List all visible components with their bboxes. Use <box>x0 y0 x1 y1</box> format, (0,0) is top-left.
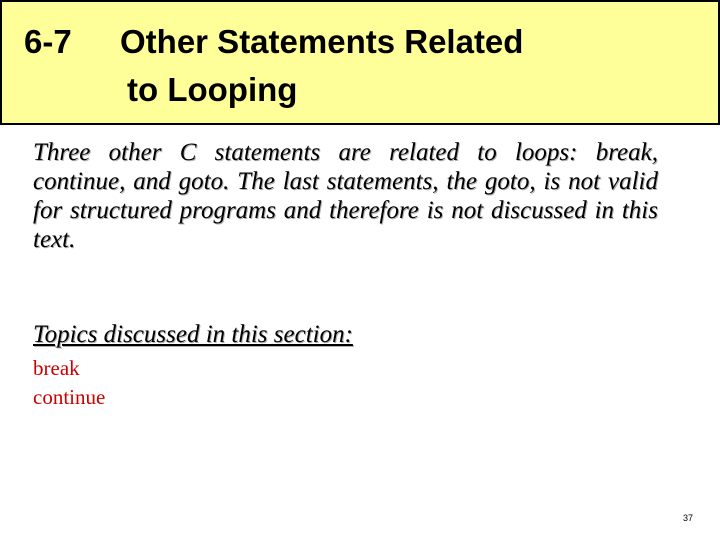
topic-item-break: break <box>33 356 80 380</box>
page-number: 37 <box>682 513 693 523</box>
topic-item-continue: continue <box>33 385 106 409</box>
slide-title-box <box>0 0 720 125</box>
topic-list <box>33 354 105 412</box>
section-number: 6-7 <box>24 23 72 60</box>
topics-heading: Topics discussed in this section: <box>33 321 353 348</box>
slide-title-line-2: to Looping <box>127 71 298 108</box>
slide-title-line-1: Other Statements Related <box>120 23 524 60</box>
body-paragraph: Three other C statements are related to loops: break, continue, and goto. The last statements, the goto, is not valid for structured programs and therefore is not discussed in this text. <box>33 139 658 253</box>
